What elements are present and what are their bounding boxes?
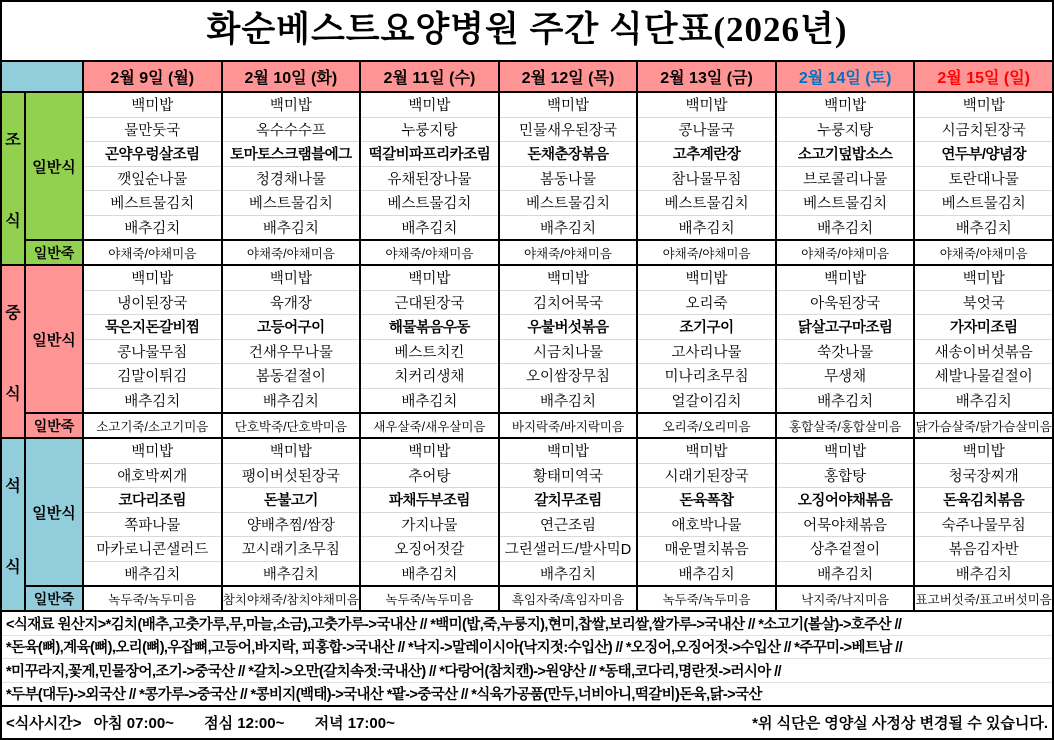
- dinner-tue-column: [221, 439, 360, 610]
- menu-item: 배추김치: [500, 561, 637, 586]
- lunch-section: [2, 266, 1052, 439]
- menu-item: 누룽지탕: [777, 117, 914, 142]
- menu-item: 깻잎순나물: [84, 166, 221, 191]
- menu-item: 누룽지탕: [361, 117, 498, 142]
- menu-item: 볶음김자반: [915, 536, 1052, 561]
- dinner-sat-column: [775, 439, 914, 610]
- menu-item: 고사리나물: [638, 339, 775, 364]
- menu-item: 배추김치: [361, 561, 498, 586]
- origin-line: <식재료 원산지>*김치(배추,고춧가루,무,마늘,소금),고춧가루->국내산 // *백미(밥,죽,누룽지),현미,찹쌀,보리쌀,쌀가루->국내산 // *소고기(볼살)->호주산 //: [6, 616, 902, 633]
- menu-item: 배추김치: [223, 215, 360, 240]
- menu-item: 그린샐러드/발사믹D: [500, 536, 637, 561]
- main-dish: 우불버섯볶음: [500, 314, 637, 339]
- menu-item: 배추김치: [84, 388, 221, 413]
- breakfast-mon-column: [82, 93, 221, 264]
- porridge-diet-label: 일반죽: [26, 412, 82, 437]
- menu-item: 오리죽: [638, 290, 775, 315]
- lunch-thu-column: [498, 266, 637, 437]
- menu-item: 백미밥: [546, 271, 589, 288]
- porridge-diet-label: 일반죽: [26, 585, 82, 610]
- porridge-item: 야채죽/야채미음: [223, 239, 360, 264]
- menu-item: 배추김치: [777, 388, 914, 413]
- main-dish: 고등어구이: [223, 314, 360, 339]
- main-dish: 돈육김치볶음: [915, 487, 1052, 512]
- breakfast-wed-column: [359, 93, 498, 264]
- porridge-item: 홍합살죽/홍합살미음: [777, 412, 914, 437]
- menu-item: 백미밥: [408, 444, 451, 461]
- menu-item: 옥수수수프: [223, 117, 360, 142]
- menu-item: 백미밥: [546, 444, 589, 461]
- breakfast-sun-column: [913, 93, 1052, 264]
- menu-item: 북엇국: [915, 290, 1052, 315]
- menu-item: 배추김치: [915, 215, 1052, 240]
- menu-item: 백미밥: [131, 98, 174, 115]
- menu-item: 베스트물김치: [777, 190, 914, 215]
- menu-item: 상추겉절이: [777, 536, 914, 561]
- lunch-side-label: [2, 266, 26, 437]
- origin-line: *두부(대두)->외국산 // *콩가루->중국산 // *콩비지(백태)->국내산 *팥->중국산 // *식육가공품(만두,너비아니,떡갈비)돈육,닭->국산: [2, 682, 1052, 706]
- menu-item: 김말이튀김: [84, 363, 221, 388]
- main-dish: 고추계란장: [638, 141, 775, 166]
- lunch-sun-column: [913, 266, 1052, 437]
- menu-item: 베스트치킨: [361, 339, 498, 364]
- lunch-tue-column: [221, 266, 360, 437]
- menu-item: 백미밥: [131, 444, 174, 461]
- menu-item: 마카로니콘샐러드: [84, 536, 221, 561]
- menu-item: 유채된장나물: [361, 166, 498, 191]
- menu-item: 백미밥: [962, 271, 1005, 288]
- lunch-time: 점심 12:00~: [204, 715, 285, 732]
- menu-item: 김치어묵국: [500, 290, 637, 315]
- menu-item: 백미밥: [408, 271, 451, 288]
- porridge-item: 참치야채죽/참치야채미음: [223, 585, 360, 610]
- main-dish: 소고기덮밥소스: [777, 141, 914, 166]
- menu-item: 시금치된장국: [915, 117, 1052, 142]
- menu-item: 오징어젓갈: [361, 536, 498, 561]
- day-header-mon: 2월 9일 (월): [82, 62, 221, 91]
- menu-item: 배추김치: [638, 561, 775, 586]
- menu-item: 근대된장국: [361, 290, 498, 315]
- menu-item: 베스트물김치: [500, 190, 637, 215]
- menu-item: 콩나물무침: [84, 339, 221, 364]
- menu-item: 백미밥: [269, 271, 312, 288]
- menu-item: 매운멸치볶음: [638, 536, 775, 561]
- menu-item: 세발나물겉절이: [915, 363, 1052, 388]
- main-dish: 연두부/양념장: [915, 141, 1052, 166]
- menu-item: 배추김치: [84, 561, 221, 586]
- porridge-item: 오리죽/오리미음: [638, 412, 775, 437]
- menu-change-notice: *위 식단은 영양실 사정상 변경될 수 있습니다.: [752, 715, 1048, 732]
- day-header-sat: 2월 14일 (토): [775, 62, 914, 91]
- menu-item: 백미밥: [685, 98, 728, 115]
- menu-item: 청국장찌개: [915, 463, 1052, 488]
- menu-item: 물만둣국: [84, 117, 221, 142]
- menu-item: 시금치나물: [500, 339, 637, 364]
- dinner-type-column: [26, 439, 82, 610]
- menu-item: 양배추찜/쌈장: [223, 512, 360, 537]
- dinner-time: 저녁 17:00~: [314, 715, 395, 732]
- main-dish: 조기구이: [638, 314, 775, 339]
- porridge-item: 녹두죽/녹두미음: [361, 585, 498, 610]
- day-header-row: [2, 60, 1052, 93]
- menu-item: 백미밥: [685, 271, 728, 288]
- menu-item: 베스트물김치: [915, 190, 1052, 215]
- main-dish: 닭살고구마조림: [777, 314, 914, 339]
- day-header-thu: 2월 12일 (목): [498, 62, 637, 91]
- menu-item: 배추김치: [223, 561, 360, 586]
- menu-item: 브로콜리나물: [777, 166, 914, 191]
- porridge-item: 녹두죽/녹두미음: [84, 585, 221, 610]
- menu-item: 배추김치: [915, 388, 1052, 413]
- breakfast-fri-column: [636, 93, 775, 264]
- menu-item: 백미밥: [269, 444, 312, 461]
- menu-item: 팽이버섯된장국: [223, 463, 360, 488]
- meal-time-row: [2, 705, 1052, 738]
- menu-item: 베스트물김치: [84, 190, 221, 215]
- menu-item: 백미밥: [269, 98, 312, 115]
- menu-item: 백미밥: [962, 444, 1005, 461]
- menu-item: 꼬시래기초무침: [223, 536, 360, 561]
- menu-item: 배추김치: [777, 561, 914, 586]
- main-dish: 오징어야채볶음: [777, 487, 914, 512]
- breakfast-thu-column: [498, 93, 637, 264]
- lunch-sat-column: [775, 266, 914, 437]
- main-dish: 묵은지돈갈비찜: [84, 314, 221, 339]
- main-dish: 떡갈비파프리카조림: [361, 141, 498, 166]
- menu-item: 배추김치: [361, 388, 498, 413]
- origin-line: *미꾸라지,꽃게,민물장어,조기->중국산 // *갈치->오만(갈치속젓:국내산) // *다랑어(참치캔)->원양산 // *동태,코다리,명란젓->러시아 //: [2, 658, 1052, 682]
- day-header-sun: 2월 15일 (일): [913, 62, 1052, 91]
- menu-item: 쪽파나물: [84, 512, 221, 537]
- menu-item: 백미밥: [131, 271, 174, 288]
- dinner-section: [2, 439, 1052, 612]
- meal-char: 식: [5, 558, 21, 576]
- meal-time-info: [6, 712, 421, 733]
- menu-item: 봄동나물: [500, 166, 637, 191]
- menu-item: 연근조림: [500, 512, 637, 537]
- main-dish: 돈채춘장볶음: [500, 141, 637, 166]
- porridge-item: 흑임자죽/흑임자미음: [500, 585, 637, 610]
- main-dish: 돈육폭찹: [638, 487, 775, 512]
- main-dish: 가자미조림: [915, 314, 1052, 339]
- menu-item: 치커리생채: [361, 363, 498, 388]
- menu-item: 얼갈이김치: [638, 388, 775, 413]
- menu-item: 토란대나물: [915, 166, 1052, 191]
- menu-item: 황태미역국: [500, 463, 637, 488]
- menu-item: 배추김치: [638, 215, 775, 240]
- menu-item: 백미밥: [685, 444, 728, 461]
- meal-char: 식: [5, 385, 21, 403]
- lunch-type-column: [26, 266, 82, 437]
- menu-item: 베스트물김치: [361, 190, 498, 215]
- porridge-item: 야채죽/야채미음: [361, 239, 498, 264]
- menu-item: 시래기된장국: [638, 463, 775, 488]
- menu-item: 배추김치: [361, 215, 498, 240]
- menu-item: 아욱된장국: [777, 290, 914, 315]
- porridge-item: 야채죽/야채미음: [84, 239, 221, 264]
- porridge-item: 낙지죽/낙지미음: [777, 585, 914, 610]
- breakfast-tue-column: [221, 93, 360, 264]
- corner-cell: [2, 62, 82, 91]
- menu-item: 민물새우된장국: [500, 117, 637, 142]
- breakfast-section: [2, 93, 1052, 266]
- main-dish: 갈치무조림: [500, 487, 637, 512]
- menu-item: 백미밥: [408, 98, 451, 115]
- menu-item: 베스트물김치: [223, 190, 360, 215]
- lunch-wed-column: [359, 266, 498, 437]
- meal-char: 조: [5, 131, 21, 149]
- porridge-item: 새우살죽/새우살미음: [361, 412, 498, 437]
- porridge-item: 녹두죽/녹두미음: [638, 585, 775, 610]
- origin-info-block: [2, 612, 1052, 705]
- breakfast-time: 아침 07:00~: [93, 715, 174, 732]
- dinner-thu-column: [498, 439, 637, 610]
- general-diet-label: 일반식: [26, 439, 82, 585]
- main-dish: 돈불고기: [223, 487, 360, 512]
- menu-item: 배추김치: [777, 215, 914, 240]
- menu-item: 무생채: [777, 363, 914, 388]
- day-header-fri: 2월 13일 (금): [636, 62, 775, 91]
- lunch-mon-column: [82, 266, 221, 437]
- dinner-mon-column: [82, 439, 221, 610]
- menu-item: 콩나물국: [638, 117, 775, 142]
- menu-item: 새송이버섯볶음: [915, 339, 1052, 364]
- menu-item: 배추김치: [84, 215, 221, 240]
- dinner-wed-column: [359, 439, 498, 610]
- menu-item: 건새우무나물: [223, 339, 360, 364]
- menu-item: 냉이된장국: [84, 290, 221, 315]
- menu-item: 배추김치: [500, 388, 637, 413]
- menu-item: 백미밥: [824, 444, 867, 461]
- menu-item: 애호박찌개: [84, 463, 221, 488]
- menu-item: 홍합탕: [777, 463, 914, 488]
- menu-item: 육개장: [223, 290, 360, 315]
- porridge-item: 단호박죽/단호박미음: [223, 412, 360, 437]
- general-diet-label: 일반식: [26, 93, 82, 239]
- porridge-item: 닭가슴살죽/닭가슴살미음: [915, 412, 1052, 437]
- menu-item: 배추김치: [223, 388, 360, 413]
- meal-time-label: <식사시간>: [6, 715, 82, 732]
- meal-char: 석: [5, 477, 21, 495]
- menu-item: 추어탕: [361, 463, 498, 488]
- porridge-item: 바지락죽/바지락미음: [500, 412, 637, 437]
- menu-item: 가지나물: [361, 512, 498, 537]
- porridge-item: 야채죽/야채미음: [915, 239, 1052, 264]
- general-diet-label: 일반식: [26, 266, 82, 412]
- porridge-item: 야채죽/야채미음: [638, 239, 775, 264]
- day-header-tue: 2월 10일 (화): [221, 62, 360, 91]
- main-dish: 코다리조림: [84, 487, 221, 512]
- meal-char: 식: [5, 212, 21, 230]
- porridge-item: 소고기죽/소고기미음: [84, 412, 221, 437]
- porridge-item: 야채죽/야채미음: [500, 239, 637, 264]
- breakfast-side-label: [2, 93, 26, 264]
- menu-item: 백미밥: [824, 98, 867, 115]
- menu-item: 어묵야채볶음: [777, 512, 914, 537]
- menu-item: 베스트물김치: [638, 190, 775, 215]
- origin-line: *돈육(뼈),계육(뼈),오리(뼈),우잡뼈,고등어,바지락, 피홍합->국내산 // *낙지->말레이시아(낙지젓:수입산) // *오징어,오징어젓->수입산 // *주꾸미->베트남 //: [2, 635, 1052, 659]
- porridge-item: 표고버섯죽/표고버섯미음: [915, 585, 1052, 610]
- dinner-fri-column: [636, 439, 775, 610]
- menu-item: 배추김치: [500, 215, 637, 240]
- meal-char: 중: [5, 304, 21, 322]
- day-header-wed: 2월 11일 (수): [359, 62, 498, 91]
- page-title: 화순베스트요양병원 주간 식단표(2026년): [206, 10, 848, 49]
- menu-item: 애호박나물: [638, 512, 775, 537]
- menu-item: 청경채나물: [223, 166, 360, 191]
- menu-item: 백미밥: [962, 98, 1005, 115]
- menu-item: 배추김치: [915, 561, 1052, 586]
- main-dish: 토마토스크램블에그: [223, 141, 360, 166]
- main-dish: 파채두부조림: [361, 487, 498, 512]
- menu-item: 백미밥: [824, 271, 867, 288]
- menu-item: 백미밥: [546, 98, 589, 115]
- breakfast-sat-column: [775, 93, 914, 264]
- menu-item: 오이쌈장무침: [500, 363, 637, 388]
- menu-item: 봄동겉절이: [223, 363, 360, 388]
- main-dish: 해물볶음우동: [361, 314, 498, 339]
- dinner-side-label: [2, 439, 26, 610]
- porridge-item: 야채죽/야채미음: [777, 239, 914, 264]
- breakfast-type-column: [26, 93, 82, 264]
- lunch-fri-column: [636, 266, 775, 437]
- main-dish: 곤약우렁살조림: [84, 141, 221, 166]
- porridge-diet-label: 일반죽: [26, 239, 82, 264]
- menu-item: 미나리초무침: [638, 363, 775, 388]
- menu-item: 참나물무침: [638, 166, 775, 191]
- menu-item: 쑥갓나물: [777, 339, 914, 364]
- menu-item: 숙주나물무침: [915, 512, 1052, 537]
- dinner-sun-column: [913, 439, 1052, 610]
